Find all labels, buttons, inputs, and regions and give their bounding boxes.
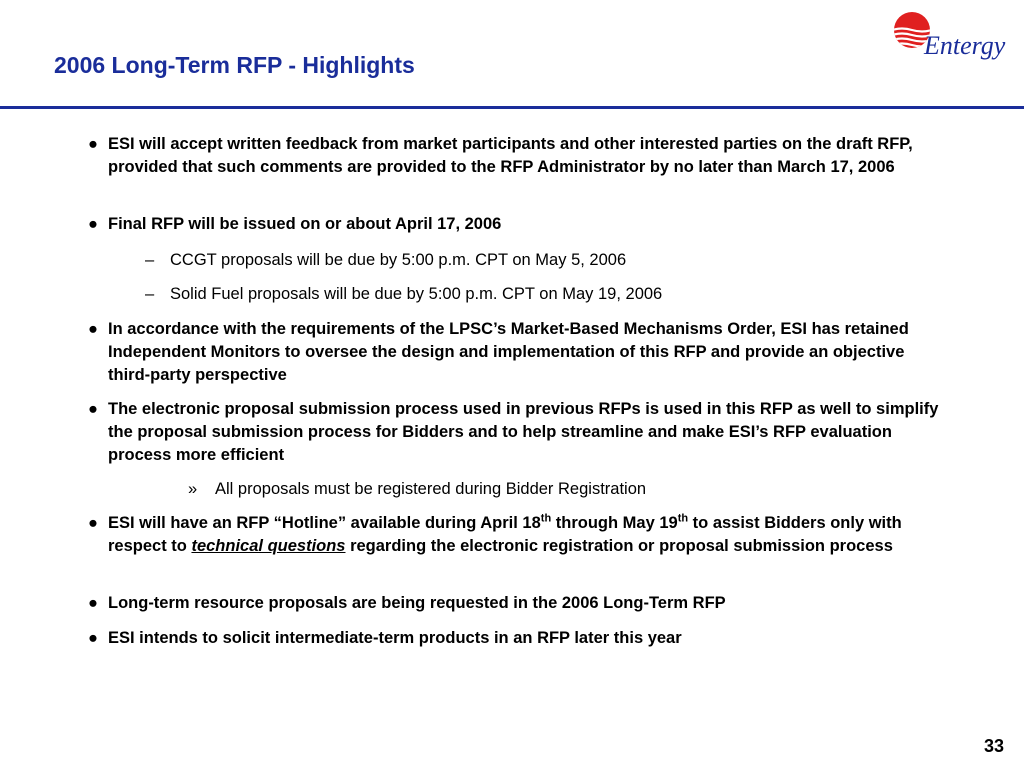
bullet-text: ESI will accept written feedback from market participants and other interested parties on the draft RFP, provided that such comments are provided to the RFP Administrator by no later than March 17, 2006 — [108, 135, 913, 176]
page-number: 33 — [983, 736, 1004, 756]
bullet-marker: ● — [88, 629, 98, 647]
bullet-text: The electronic proposal submission process used in previous RFPs is used in this RFP as well to simplify the proposal submission process for Bidders and to help streamline and make ESI’s RFP evaluation process more efficient — [108, 400, 939, 464]
bullet-marker: ● — [88, 135, 98, 153]
sub-bullet-text: CCGT proposals will be due by 5:00 p.m. CPT on May 5, 2006 — [170, 251, 627, 269]
bullet-hotline — [88, 512, 948, 558]
sub-bullet-registration — [188, 478, 915, 501]
company-logo — [888, 8, 1018, 68]
bullet-text: Long-term resource proposals are being requested in the 2006 Long-Term RFP — [108, 594, 726, 612]
sub-bullet-ccgt — [145, 249, 930, 272]
sub-bullet-marker: » — [188, 480, 198, 498]
bullet-feedback — [88, 133, 948, 179]
bullet-text: In accordance with the requirements of the LPSC’s Market-Based Mechanisms Order, ESI has retained Independent Monitors to oversee the design and implementation of this RFP and provide an objective third-party perspective — [108, 320, 909, 384]
sub-bullet-text: All proposals must be registered during Bidder Registration — [215, 480, 647, 498]
slide-title: 2006 Long-Term RFP - Highlights — [54, 52, 415, 78]
bullet-marker: ● — [88, 594, 98, 612]
sub-bullet-solid-fuel — [145, 283, 930, 306]
technical-questions-emphasis: technical questions — [191, 537, 346, 555]
logo-wordmark: Entergy — [924, 31, 1006, 60]
bullet-final-rfp — [88, 213, 948, 236]
bullet-marker: ● — [88, 215, 98, 233]
bullet-text: ESI intends to solicit intermediate-term products in an RFP later this year — [108, 629, 682, 647]
bullet-intermediate-term — [88, 627, 948, 650]
bullet-marker: ● — [88, 400, 98, 418]
bullet-marker: ● — [88, 514, 98, 532]
bullet-long-term-proposals — [88, 592, 948, 615]
sub-bullet-marker: – — [145, 285, 155, 303]
bullet-text: ESI will have an RFP “Hotline” available during April 18th through May 19th to assist Bidders only with respect to technical questions regarding the electronic registration or proposal submission process — [108, 512, 902, 555]
bullet-electronic-process — [88, 398, 948, 467]
bullet-marker: ● — [88, 320, 98, 338]
title-divider — [0, 106, 1024, 109]
bullet-independent-monitors — [88, 318, 948, 387]
bullet-text: Final RFP will be issued on or about April 17, 2006 — [108, 215, 502, 233]
sub-bullet-text: Solid Fuel proposals will be due by 5:00 p.m. CPT on May 19, 2006 — [170, 285, 663, 303]
sub-bullet-marker: – — [145, 251, 155, 269]
